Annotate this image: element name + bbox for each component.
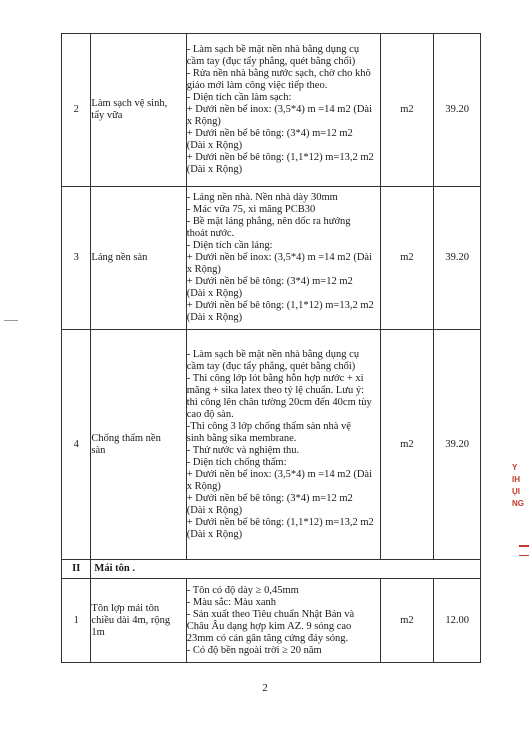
quantity-cell: 39.20 <box>434 34 481 187</box>
description-line: giáo mới làm công việc tiếp theo. <box>186 80 328 91</box>
description-line: cầm tay (đục tẩy phẳng, quét bằng chổi) <box>186 56 356 67</box>
row-number: 1 <box>62 579 91 663</box>
description-line: - Thi công lớp lót bằng hỗn hợp nước + xi <box>186 372 364 384</box>
stamp-text: NG <box>512 499 524 508</box>
description-line: (Dài x Rộng) <box>186 312 243 323</box>
item-description <box>186 34 380 187</box>
item-name <box>91 330 186 560</box>
unit-cell: m2 <box>380 330 434 560</box>
item-name-line: Láng nền sàn <box>91 252 148 263</box>
description-line: + Dưới nền bể inox: (3,5*4) m =14 m2 (Dài <box>186 104 372 115</box>
table-row <box>62 579 481 663</box>
table-row <box>62 34 481 187</box>
description-line: - Làm sạch bề mặt nền nhà bằng dụng cụ <box>186 348 360 360</box>
stamp-text: IH <box>512 475 520 484</box>
item-name-line: 1m <box>91 626 105 638</box>
description-line: + Dưới nền bể bê tông: (1,1*12) m=13,2 m2 <box>186 152 374 163</box>
description-line: - Tôn có độ dày ≥ 0,45mm <box>186 584 299 596</box>
description-line: - Diện tích cần làm sạch: <box>186 92 292 103</box>
stamp-text: ỤI <box>512 487 520 496</box>
description-line: - Sản xuất theo Tiêu chuẩn Nhật Bản và <box>186 608 355 620</box>
stamp-mark <box>519 545 529 556</box>
description-line: măng + sika latex theo tỷ lệ chuẩn. Lưu ý: <box>186 384 364 396</box>
unit-cell: m2 <box>380 187 434 330</box>
item-description <box>186 330 380 560</box>
stamp-text: Y <box>512 463 518 472</box>
item-name <box>91 187 186 330</box>
row-number: 4 <box>62 330 91 560</box>
quantity-cell: 39.20 <box>434 330 481 560</box>
description-line: -Thi công 3 lớp chống thấm sàn nhà vệ <box>186 420 351 432</box>
description-line: - Thử nước và nghiệm thu. <box>186 444 300 456</box>
item-name <box>91 34 186 187</box>
description-line: Châu Âu dạng hợp kim AZ. 9 sóng cao <box>186 620 352 632</box>
description-line: x Rộng) <box>186 116 221 127</box>
description-line: + Dưới nền bể inox: (3,5*4) m =14 m2 (Dài <box>186 468 372 480</box>
unit-cell: m2 <box>380 579 434 663</box>
partial-stamp <box>512 462 530 542</box>
margin-mark <box>4 320 18 321</box>
description-line: thoát nước. <box>186 228 235 239</box>
description-line: x Rộng) <box>186 480 221 492</box>
section-title: Mái tôn . <box>91 560 481 579</box>
row-number: 2 <box>62 34 91 187</box>
description-line: - Diện tích cần láng: <box>186 240 273 251</box>
description-line: - Láng nền nhà. Nền nhà dày 30mm <box>186 192 338 203</box>
description-line: - Màu sắc: Màu xanh <box>186 596 276 608</box>
row-number: 3 <box>62 187 91 330</box>
table-row <box>62 330 481 560</box>
item-name-line: sàn <box>91 444 106 456</box>
item-name-line: Chống thấm nền <box>91 432 161 444</box>
item-name <box>91 579 186 663</box>
item-name-line: Tôn lợp mái tôn <box>91 602 160 614</box>
description-line: (Dài x Rộng) <box>186 164 243 175</box>
description-line: + Dưới nền bể bê tông: (1,1*12) m=13,2 m2 <box>186 516 374 528</box>
section-header-row <box>62 560 481 579</box>
item-name-line: tẩy vữa <box>91 110 123 121</box>
table-row <box>62 187 481 330</box>
description-line: x Rộng) <box>186 264 221 275</box>
description-line: cầm tay (đục tẩy phẳng, quét bằng chổi) <box>186 360 356 372</box>
description-line: + Dưới nền bể bê tông: (3*4) m=12 m2 <box>186 492 353 504</box>
page-number: 2 <box>262 682 268 694</box>
description-line: cao độ sàn. <box>186 408 234 420</box>
description-line: - Diện tích chống thấm: <box>186 456 287 468</box>
item-name-line: Làm sạch vệ sinh, <box>91 98 168 109</box>
quantity-cell: 12.00 <box>434 579 481 663</box>
unit-cell: m2 <box>380 34 434 187</box>
description-line: - Có độ bền ngoài trời ≥ 20 năm <box>186 644 322 656</box>
item-description <box>186 579 380 663</box>
description-line: + Dưới nền bể bê tông: (1,1*12) m=13,2 m2 <box>186 300 374 311</box>
description-line: - Làm sạch bề mặt nền nhà bằng dụng cụ <box>186 44 360 55</box>
description-line: - Rửa nền nhà bằng nước sạch, chờ cho khô <box>186 68 371 79</box>
description-line: thi công lên chân tường 20cm đến 40cm tùy <box>186 396 372 408</box>
description-line: - Bề mặt láng phẳng, nên dốc ra hướng <box>186 216 351 227</box>
description-line: (Dài x Rộng) <box>186 528 243 540</box>
description-line: - Mác vữa 75, xi măng PCB30 <box>186 204 316 215</box>
description-line: + Dưới nền bể inox: (3,5*4) m =14 m2 (Dài <box>186 252 372 263</box>
description-line: + Dưới nền bể bê tông: (3*4) m=12 m2 <box>186 128 353 139</box>
bill-of-quantities-table <box>61 33 481 663</box>
description-line: sinh bằng sika membrane. <box>186 432 297 444</box>
description-line: (Dài x Rộng) <box>186 140 243 151</box>
item-name-line: chiều dài 4m, rộng <box>91 614 171 626</box>
section-number: II <box>62 560 91 579</box>
description-line: (Dài x Rộng) <box>186 504 243 516</box>
description-line: 23mm có cán gân tăng cứng đáy sóng. <box>186 632 349 644</box>
item-description <box>186 187 380 330</box>
quantity-cell: 39.20 <box>434 187 481 330</box>
description-line: + Dưới nền bể bê tông: (3*4) m=12 m2 <box>186 276 353 287</box>
description-line: (Dài x Rộng) <box>186 288 243 299</box>
